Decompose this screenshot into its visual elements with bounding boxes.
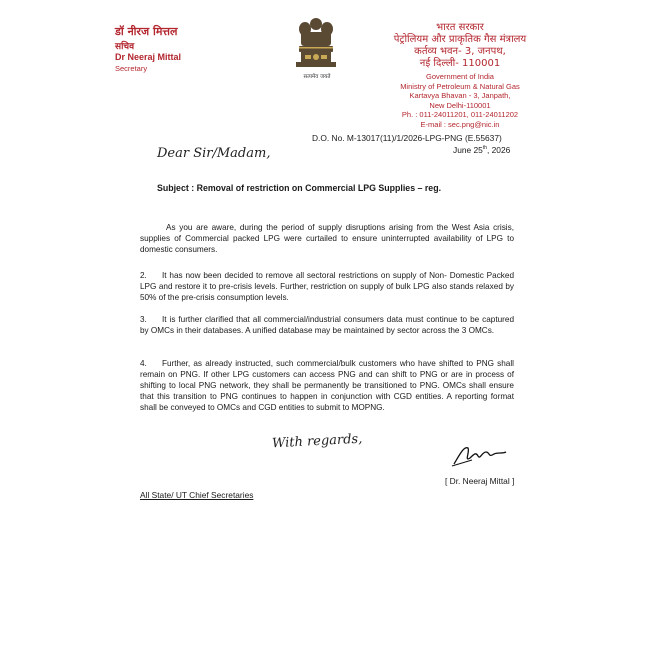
office-hindi-line3: कर्तव्य भवन- 3, जनपथ,: [414, 46, 506, 57]
signatory-name: [ Dr. Neeraj Mittal ]: [445, 476, 515, 486]
sender-name: Dr Neeraj Mittal: [115, 52, 182, 62]
date-year: , 2026: [486, 145, 511, 155]
office-line1: Government of India: [426, 72, 494, 81]
signature-mark: [450, 440, 510, 475]
paragraph-2-text: It has now been decided to remove all sectoral restrictions on supply of Non- Domestic Packed LPG and restore it to pre-crisis levels. Further, restriction on supply of bulk LPG also stands relaxed by 50% of the pre-crisis consumption levels.: [140, 271, 514, 302]
letter-date: [453, 145, 510, 155]
date-suffix: th: [482, 145, 487, 152]
paragraph-2: [140, 270, 514, 303]
office-hindi-block: [380, 22, 540, 70]
closing-handwritten: With regards,: [271, 431, 363, 452]
do-number: D.O. No. M-13017(11)/1/2026-LPG-PNG (E.55637): [312, 133, 502, 143]
office-phone: Ph. : 011-24011201, 011-24011202: [401, 110, 519, 120]
office-hindi-line2: पेट्रोलियम और प्राकृतिक गैस मंत्रालय: [393, 34, 527, 45]
paragraph-4-number: 4.: [140, 359, 147, 368]
paragraph-3-text: It is further clarified that all commercial/industrial consumers data must continue to be captured by OMCs in their databases. A unified database may be maintained by sector across the 3 OMCs.: [140, 315, 514, 335]
office-hindi-line4: नई दिल्ली- 110001: [419, 58, 501, 69]
office-line3: Kartavya Bhavan - 3, Janpath,: [409, 91, 511, 101]
paragraph-4: [140, 358, 514, 413]
paragraph-3-number: 3.: [140, 315, 147, 324]
paragraph-1-text: As you are aware, during the period of supply disruptions arising from the West Asia crisis, supplies of Commercial packed LPG were curtailed to ensure uninterrupted availability of LPG to domestic consumers.: [140, 223, 514, 254]
emblem-motto: सत्यमेव जयते: [303, 74, 331, 80]
sender-title: Secretary: [115, 64, 148, 73]
date-day: June 25: [453, 145, 483, 155]
office-hindi-line1: भारत सरकार: [436, 22, 484, 33]
paragraph-3: [140, 314, 514, 336]
sender-title-hindi: सचिव: [115, 42, 135, 52]
office-email: E-mail : sec.png@nic.in: [420, 119, 500, 129]
subject-line: Subject : Removal of restriction on Commercial LPG Supplies – reg.: [157, 183, 442, 193]
paragraph-2-number: 2.: [140, 271, 147, 280]
addressee: All State/ UT Chief Secretaries: [140, 490, 254, 500]
sender-name-hindi: डॉ नीरज मित्तल: [115, 25, 178, 38]
salutation: Dear Sir/Madam,: [157, 146, 271, 161]
office-english-block: [380, 72, 540, 130]
office-line2: Ministry of Petroleum & Natural Gas: [400, 81, 520, 91]
office-line4: New Delhi-110001: [429, 100, 491, 110]
paragraph-1: [140, 222, 514, 255]
paragraph-4-text: Further, as already instructed, such commercial/bulk customers who have shifted to PNG shall remain on PNG. If other LPG customers can access PNG and can shift to PNG or are in process of shifting to local PNG network, they shall be permanently be transitioned to PNG. OMCs shall ensure that this transition to PNG continues to happen in conjunction with CGD entities. A reporting format shall be conveyed to OMCs and CGD entities to submit to MOPNG.: [140, 359, 514, 412]
